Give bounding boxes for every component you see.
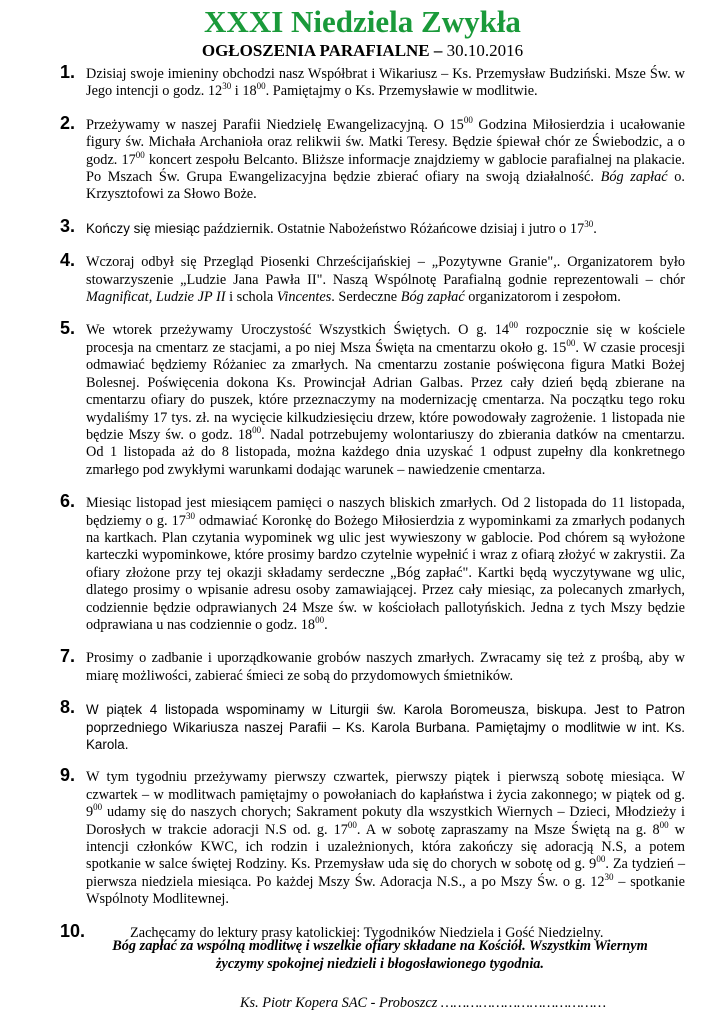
announcement-7: 7. Prosimy o zadbanie i uporządkowanie grobów naszych zmarłych. Zwracamy się też z prośbą, aby w miarę możliwości, zabierać śmieci ze sobą do przydomowych śmietników. — [60, 646, 685, 684]
item-number: 4. — [60, 250, 76, 271]
announcement-8: 8. W piątek 4 listopada wspominamy w Liturgii św. Karola Boromeusza, biskupa. Jest to Patron poprzedniego Wikariusza naszej Parafii – Ks. Karola Burbana. Pamiętajmy o modlitwie w int. Ks. Karola. — [60, 697, 685, 752]
item-number: 6. — [60, 491, 76, 512]
announcement-2: 2. Przeżywamy w naszej Parafii Niedzielę Ewangelizacyjną. O $15^{00}$ Godzina Miłosierdzia i ucałowanie figury św. Michała Archanioła oraz relikwii św. Matki Teresy. Będzie śpiewał chór ze Świebodzic, a o godz. $17^{00}$ koncert zespołu Belcanto. Bliższe informacje znajdziemy w gablocie parafialnej na plakacie. Po Mszach Św. Grupa Ewangelizacyjna będzie zbierać ofiary na swoją działalność. Bóg zapłać o. Krzysztofowi za Słowo Boże. — [60, 112, 686, 203]
closing-line-2: życzymy spokojnej niedzieli i błogosławionego tygodnia. — [215, 956, 545, 972]
closing-line-1: Bóg zapłać za wspólną modlitwę i wszelkie ofiary składane na Kościół. Wszystkim Wiernym — [112, 938, 648, 954]
announcement-1: 1. Dzisiaj swoje imieniny obchodzi nasz Współbrat i Wikariusz – Ks. Przemysław Budziński. Msze Św. w Jego intencji o godz. $12^{30}$ i $18^{00}$. Pamiętajmy o Ks. Przemysławie w modlitwie. — [60, 62, 685, 100]
item-number: 2. — [60, 112, 76, 133]
subtitle-label: OGŁOSZENIA PARAFIALNE – — [201, 41, 443, 60]
pastor-signature: Ks. Piotr Kopera SAC - Proboszcz ………………………………… — [240, 995, 607, 1011]
announcement-5: 5. We wtorek przeżywamy Uroczystość Wszystkich Świętych. O g. $14^{00}$ rozpocznie się w kościele procesja na cmentarz ze stacjami, a po niej Msza Święta na cmentarzu około g. $15^{00}$. W czasie procesji odmawiać będziemy Różaniec za zmarłych. Na cmentarzu zostanie poświęcona figura Matki Bożej Bolesnej. Poświęcenia dokona Ks. Prowincjał Adrian Galbas. Przez cały dzień będą zbierane na cmentarzu ofiary do puszek, które przeznaczymy na modernizację cmentarza. Na początku tego roku wydaliśmy 17 tys. zł. na wycięcie kilkudziesięciu drzew, które powodowały zagrożenie. 1 listopada nie będzie Mszy św. o godz. $18^{00}$. Nadal potrzebujemy wolontariuszy do zbierania datków na cmentarzu. Od 1 listopada aż do 8 listopada, można każdego dnia uzyskać 1 odpust zupełny dla konkretnego zmarłego pod zwykłymi warunkami dodając warunek – nawiedzenie cmentarza. — [60, 318, 686, 478]
announcement-10: 10. Zachęcamy do lektury prasy katolickiej: Tygodników Niedziela i Gość Niedzielny. — [60, 920, 604, 941]
announcement-4: 4. Wczoraj odbył się Przegląd Piosenki Chrześcijańskiej – „Pozytywne Granie",. Organizatorem było stowarzyszenie „Ludzie Jana Pawła II". Naszą Wspólnotę Parafialną godnie reprezentowali – chór Magnificat, Ludzie JP II i schola Vincentes. Serdeczne Bóg zapłać organizatorom i zespołom. — [60, 250, 685, 306]
item-number: 7. — [60, 646, 76, 667]
item-number: 5. — [60, 318, 76, 339]
announcements-list — [60, 62, 686, 958]
item-number: 9. — [60, 765, 76, 786]
subtitle — [0, 40, 725, 62]
item-number: 8. — [60, 697, 76, 718]
page-title: XXXI Niedziela Zwykła — [204, 4, 521, 39]
announcement-3: 3. Kończy się miesiąc październik. Ostatnie Nabożeństwo Różańcowe dzisiaj i jutro o $17^{30}$. — [60, 215, 597, 237]
announcement-6: 6. Miesiąc listopad jest miesiącem pamięci o naszych bliskich zmarłych. Od 2 listopada do 11 listopada, będziemy o g. $17^{30}$ odmawiać Koronkę do Bożego Miłosierdzia z wypominkami za zmarłych podanych na kartkach. Plan czytania wypominek wg ulic jest wywieszony w gablocie. Pod chórem są wyłożone karteczki wypominkowe, które prosimy bardzo czytelnie wypełnić i wraz z ofiarą złożyć w zakrystii. Za ofiary złożone przy tej okazji składamy serdeczne „Bóg zapłać". Kartki będą wyczytywane wg ulic, dlatego prosimy o wpisanie adresu osoby zamawiającej. Przez cały miesiąc, za polecanych zmarłych, codziennie będzie odprawianych 24 Msze św. w kościołach pallotyńskich. Jedna z tych Mszy będzie odprawiana u nas codziennie o godz. $18^{00}$. — [60, 491, 685, 633]
announcement-9: 9. W tym tygodniu przeżywamy pierwszy czwartek, pierwszy piątek i pierwszą sobotę miesiąca. W czwartek – w modlitwach pamiętajmy o powołaniach do kapłaństwa i życia zakonnego; w piątek od g. $9^{00}$ udamy się do naszych chorych; Sakrament pokuty dla wszystkich Wiernych – Dzieci, Młodzieży i Dorosłych w trakcie adoracji N.S od. g. $17^{00}$. A w sobotę zapraszamy na Msze Świętą na g. $8^{00}$ w intencji członków KWC, ich rodzin i uzależnionych, która zakończy się adoracją N.S, a potem spotkanie w salce świętej Rodziny. Ks. Przemysław uda się do chorych w sobotę od g. $9^{00}$. Za tydzień – pierwsza niedziela miesiąca. Po każdej Mszy Św. Adoracja N.S., a po Mszy Św. o g. $12^{30}$ – spotkanie Wspólnoty Modlitewnej. — [60, 765, 686, 908]
closing-blessing — [90, 937, 670, 973]
subtitle-date: 30.10.2016 — [446, 41, 524, 60]
item-number: 1. — [60, 62, 76, 82]
item-number: 10. — [60, 920, 86, 941]
item-number: 3. — [60, 215, 76, 236]
